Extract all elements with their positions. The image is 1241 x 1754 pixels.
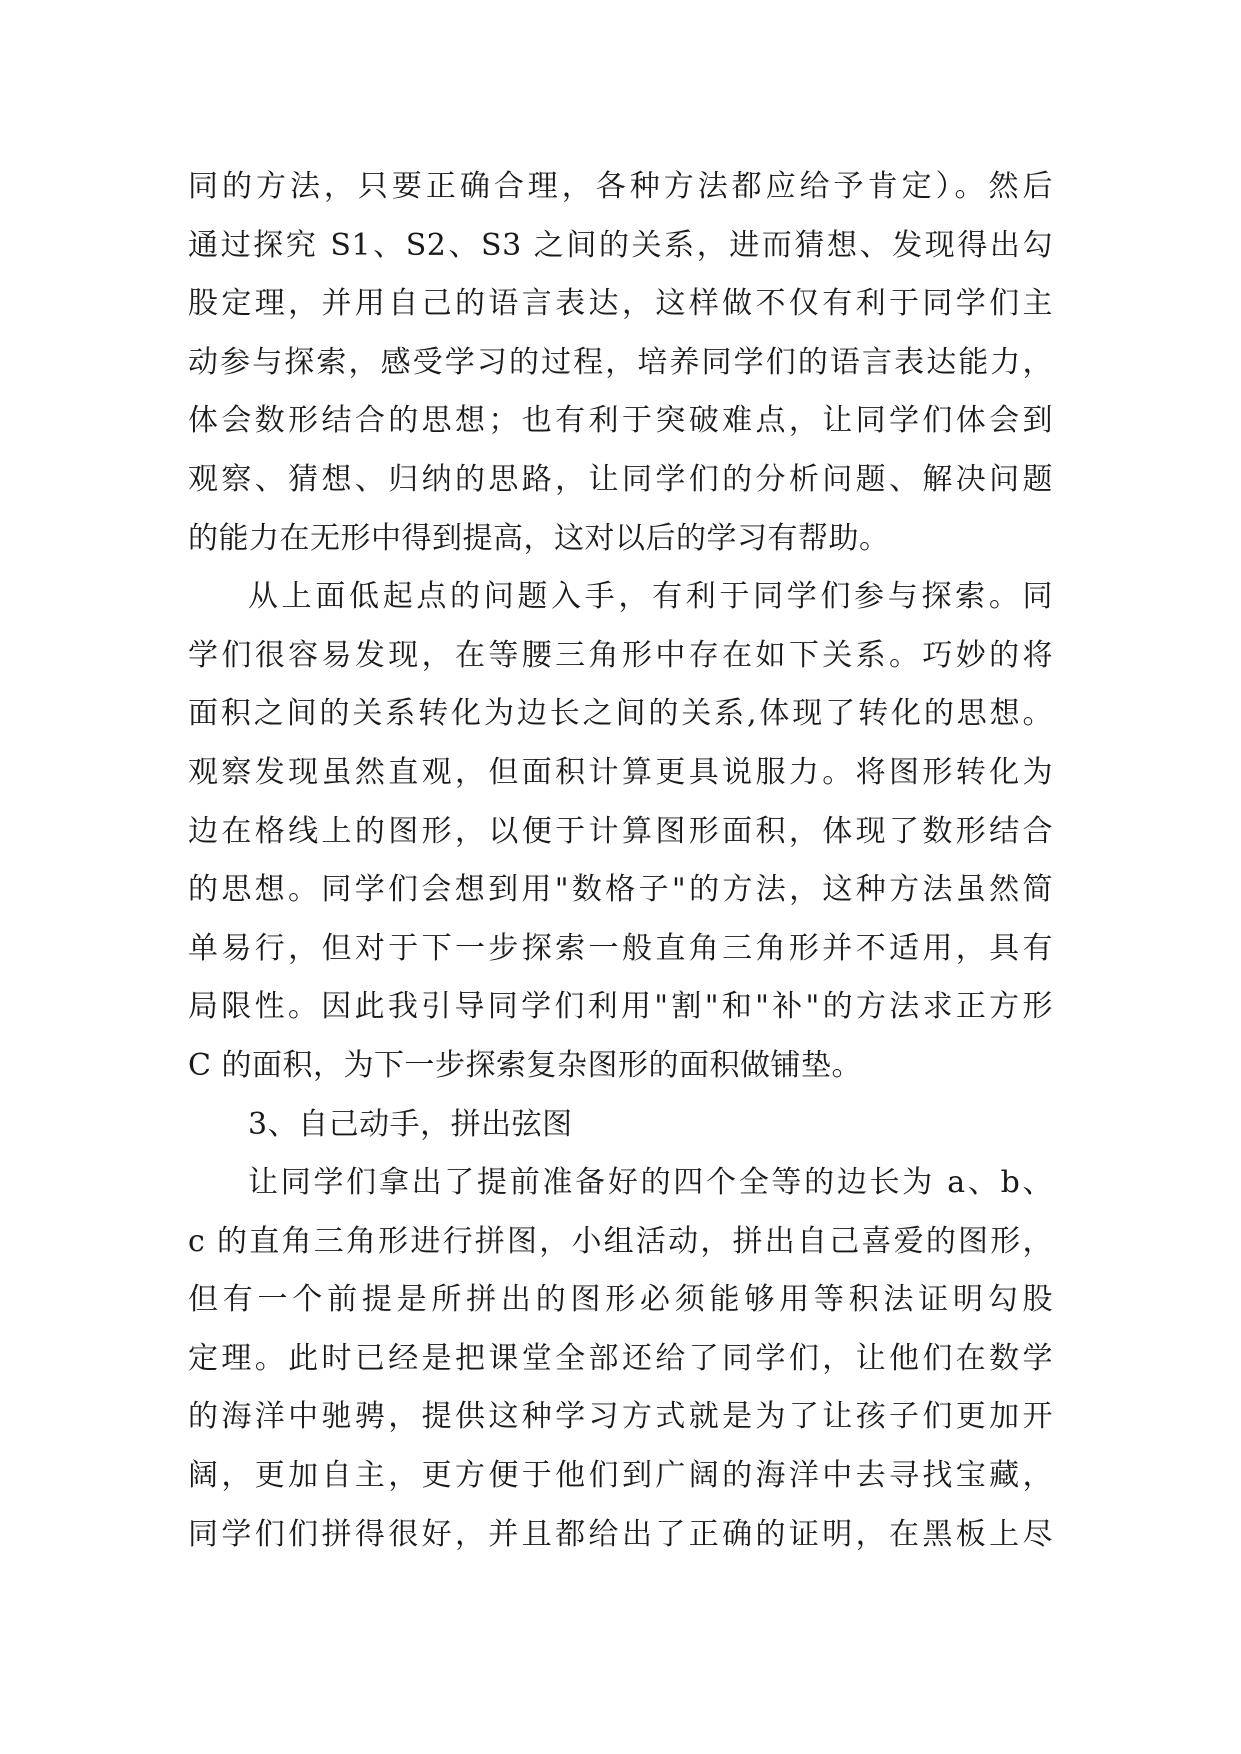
text-line-5: 体会数形结合的思想；也有利于突破难点，让同学们体会到	[188, 403, 1053, 439]
text-line-23: 阔，更加自主，更方便于他们到广阔的海洋中去寻找宝藏，	[188, 1458, 1053, 1494]
text-line-10: 面积之间的关系转化为边长之间的关系,体现了转化的思想。	[188, 696, 1053, 732]
text-line-21: 定理。此时已经是把课堂全部还给了同学们，让他们在数学	[188, 1340, 1053, 1376]
text-line-15: 局限性。因此我引导同学们利用"割"和"补"的方法求正方形	[188, 989, 1053, 1025]
text-line-7: 的能力在无形中得到提高，这对以后的学习有帮助。	[188, 520, 890, 556]
text-line-20: 但有一个前提是所拼出的图形必须能够用等积法证明勾股	[188, 1282, 1053, 1318]
text-line-12: 边在格线上的图形，以便于计算图形面积，体现了数形结合	[188, 813, 1053, 849]
text-line-22: 的海洋中驰骋，提供这种学习方式就是为了让孩子们更加开	[188, 1399, 1053, 1435]
text-line-18: 让同学们拿出了提前准备好的四个全等的边长为 a、b、	[248, 1165, 1053, 1201]
text-line-14: 单易行，但对于下一步探索一般直角三角形并不适用，具有	[188, 930, 1053, 966]
text-line-24: 同学们们拼得很好，并且都给出了正确的证明，在黑板上尽	[188, 1516, 1053, 1552]
text-line-8: 从上面低起点的问题入手，有利于同学们参与探索。同	[248, 579, 1053, 615]
document-body	[188, 158, 1053, 1564]
text-line-16: C 的面积，为下一步探索复杂图形的面积做铺垫。	[188, 1047, 862, 1083]
text-line-9: 学们很容易发现，在等腰三角形中存在如下关系。巧妙的将	[188, 637, 1053, 673]
text-line-1: 同的方法，只要正确合理，各种方法都应给予肯定）。然后	[188, 169, 1053, 204]
text-line-6: 观察、猜想、归纳的思路，让同学们的分析问题、解决问题	[188, 461, 1053, 497]
text-line-2: 通过探究 S1、S2、S3 之间的关系，进而猜想、发现得出勾	[188, 227, 1053, 263]
section-heading: 3、自己动手，拼出弦图	[248, 1106, 573, 1142]
text-line-19: c 的直角三角形进行拼图，小组活动，拼出自己喜爱的图形，	[188, 1223, 1053, 1259]
text-line-11: 观察发现虽然直观，但面积计算更具说服力。将图形转化为	[188, 754, 1053, 790]
text-line-4: 动参与探索，感受学习的过程，培养同学们的语言表达能力，	[188, 344, 1053, 380]
text-line-3: 股定理，并用自己的语言表达，这样做不仅有利于同学们主	[188, 286, 1053, 322]
text-line-13: 的思想。同学们会想到用"数格子"的方法，这种方法虽然简	[188, 872, 1053, 908]
